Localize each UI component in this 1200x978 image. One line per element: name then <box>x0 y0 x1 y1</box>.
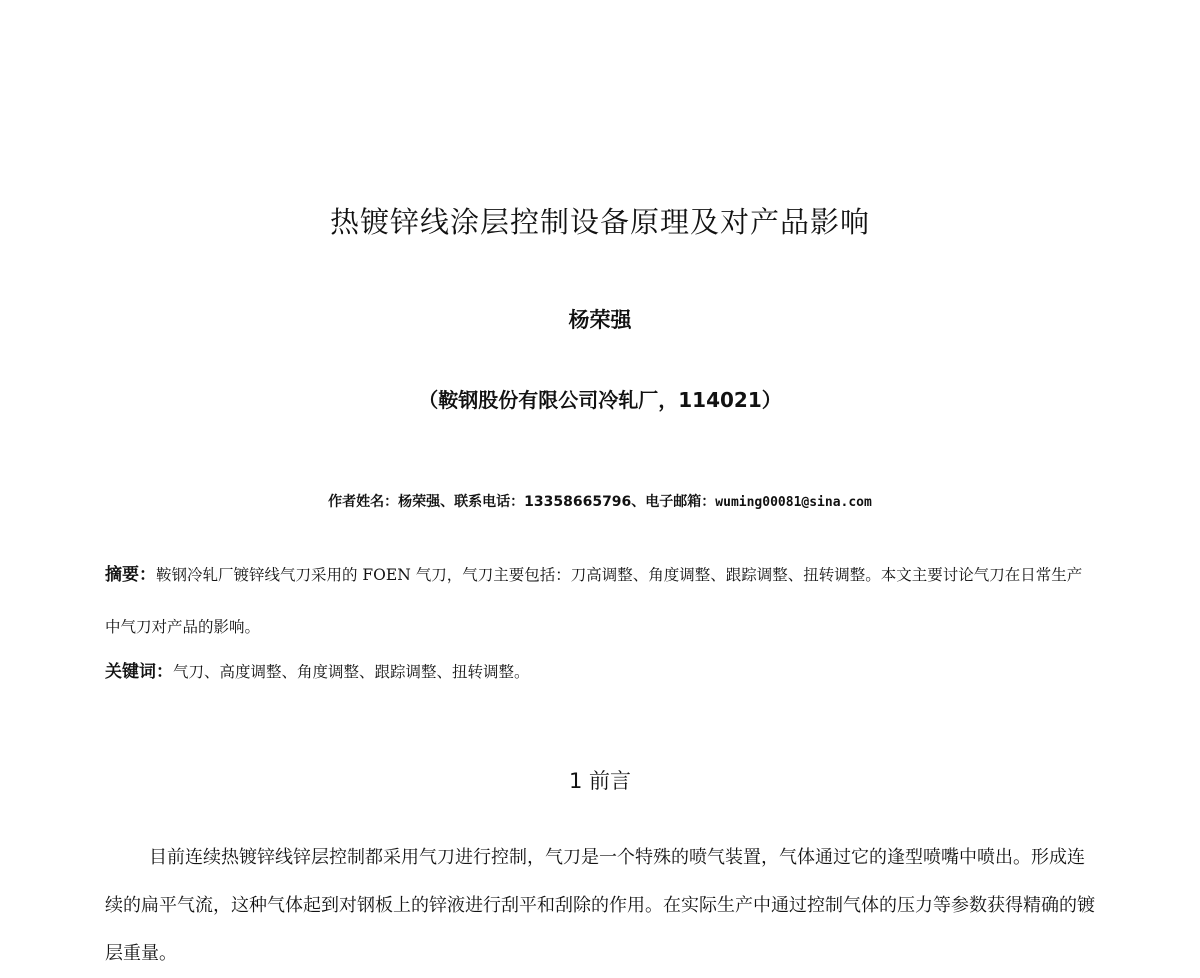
keywords <box>105 646 1095 698</box>
contact-email: wuming00081@sina.com <box>715 495 872 510</box>
keywords-text: 气刀、高度调整、角度调整、跟踪调整、扭转调整。 <box>173 663 530 681</box>
author-contact <box>0 491 1200 511</box>
keywords-label: 关键词： <box>105 662 173 682</box>
contact-info: 作者姓名：杨荣强、联系电话：13358665796、电子邮箱： <box>328 494 716 510</box>
paper-title: 热镀锌线涂层控制设备原理及对产品影响 <box>329 205 870 239</box>
abstract-text: 鞍钢冷轧厂镀锌线气刀采用的 FOEN 气刀，气刀主要包括：刀高调整、角度调整、跟踪调整、扭转调整。本文主要讨论气刀在日常生产中气刀对产品的影响。 <box>105 566 1083 636</box>
abstract <box>105 549 1095 653</box>
abstract-label: 摘要： <box>105 565 156 585</box>
body-paragraph: 目前连续热镀锌线锌层控制都采用气刀进行控制，气刀是一个特殊的喷气装置，气体通过它的逢型喷嘴中喷出。形成连续的扁平气流，这种气体起到对钢板上的锌液进行刮平和刮除的作用。在实际生产中通过控制气体的压力等参数获得精确的镀层重量。 <box>105 847 1095 964</box>
author-name: 杨荣强 <box>568 308 632 332</box>
section-heading: 1 前言 <box>568 769 632 793</box>
author-affiliation: （鞍钢股份有限公司冷轧厂，114021） <box>418 388 782 412</box>
